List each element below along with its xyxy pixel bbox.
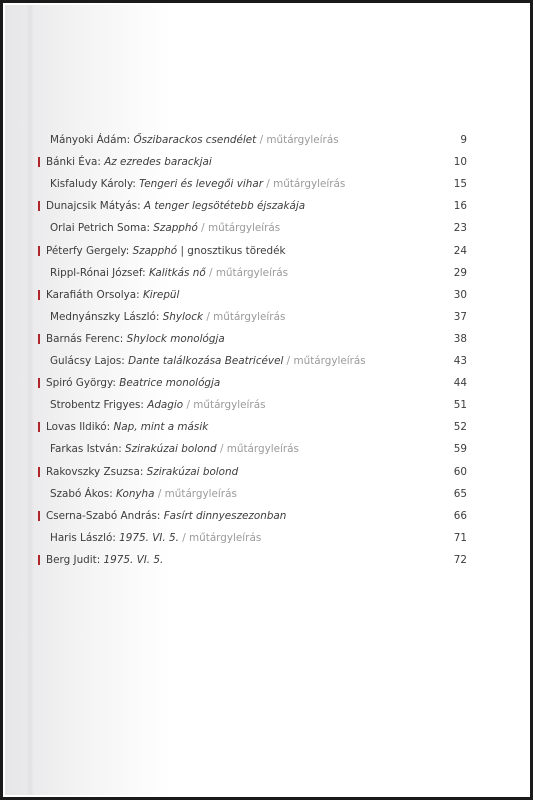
toc-entry bbox=[46, 418, 208, 436]
toc-page-number: 51 bbox=[453, 399, 467, 412]
toc-author: Mednyánszky László: bbox=[50, 310, 160, 323]
toc-note: műtárgyleírás bbox=[266, 134, 339, 146]
toc-separator: / bbox=[259, 134, 264, 146]
toc-work-title: Szapphó bbox=[132, 244, 178, 257]
toc-row bbox=[0, 175, 533, 193]
toc-entry bbox=[50, 308, 285, 326]
toc-page-number: 24 bbox=[453, 244, 467, 257]
toc-author: Bánki Éva: bbox=[46, 156, 101, 169]
toc-row bbox=[0, 507, 533, 525]
toc-entry bbox=[46, 286, 179, 304]
toc-page-number: 72 bbox=[453, 553, 467, 566]
toc-author: Rakovszky Zsuzsa: bbox=[46, 465, 144, 478]
toc-note: műtárgyleírás bbox=[293, 355, 366, 367]
toc-separator: / bbox=[266, 178, 270, 191]
toc-author: Mányoki Ádám: bbox=[50, 134, 131, 146]
toc-entry bbox=[46, 463, 238, 481]
toc-work-title: Szirakúzai bolond bbox=[125, 443, 217, 456]
toc-work-title: Tengeri és levegői vihar bbox=[139, 178, 263, 191]
toc-work-title: Konyha bbox=[116, 487, 155, 500]
toc-note: műtárgyleírás bbox=[189, 531, 262, 544]
red-marker-bar bbox=[38, 201, 40, 211]
red-marker-bar bbox=[38, 555, 40, 565]
toc-work-title: Az ezredes barackjai bbox=[104, 156, 212, 169]
toc-row bbox=[0, 197, 533, 215]
toc-page-number: 71 bbox=[453, 531, 467, 544]
toc-separator: / bbox=[201, 222, 205, 235]
toc-author: Szabó Ákos: bbox=[50, 487, 113, 500]
toc-note: gnosztikus töredék bbox=[187, 244, 286, 257]
toc-row bbox=[0, 374, 533, 392]
toc-entry bbox=[46, 507, 286, 525]
toc-page-number: 43 bbox=[453, 355, 467, 367]
toc-separator: / bbox=[286, 355, 291, 367]
red-marker-bar bbox=[38, 246, 40, 256]
toc-row bbox=[0, 330, 533, 348]
toc-work-title: Kirepül bbox=[142, 288, 180, 301]
toc-work-title: Fasírt dinnyeszezonban bbox=[163, 509, 287, 522]
toc-author: Cserna-Szabó András: bbox=[46, 509, 161, 522]
toc-author: Rippl-Rónai József: bbox=[50, 266, 146, 279]
toc-author: Gulácsy Lajos: bbox=[50, 355, 125, 367]
toc-row bbox=[0, 264, 533, 282]
toc-work-title: A tenger legsötétebb éjszakája bbox=[143, 200, 306, 213]
toc-author: Spiró György: bbox=[46, 377, 116, 390]
toc-work-title: Beatrice monológja bbox=[119, 377, 221, 390]
toc-separator: / bbox=[182, 531, 186, 544]
toc-page-number: 60 bbox=[453, 465, 467, 478]
toc-author: Farkas István: bbox=[50, 443, 122, 456]
toc-entry bbox=[46, 551, 163, 569]
toc-author: Barnás Ferenc: bbox=[46, 332, 124, 345]
toc-note: műtárgyleírás bbox=[164, 487, 237, 500]
toc-work-title: Adagio bbox=[147, 399, 184, 412]
toc-page-number: 38 bbox=[453, 332, 467, 345]
red-marker-bar bbox=[38, 422, 40, 432]
toc-entry bbox=[46, 197, 305, 215]
toc-row bbox=[0, 529, 533, 547]
toc-page-number: 37 bbox=[453, 310, 467, 323]
toc-page-number: 16 bbox=[453, 200, 467, 213]
toc-page-number: 23 bbox=[453, 222, 467, 235]
toc-entry bbox=[50, 440, 299, 458]
toc-separator: / bbox=[157, 487, 162, 500]
toc-author: Orlai Petrich Soma: bbox=[50, 222, 150, 235]
toc-note: műtárgyleírás bbox=[207, 222, 281, 235]
toc-row bbox=[0, 396, 533, 414]
toc-note: műtárgyleírás bbox=[273, 178, 346, 191]
toc-entry bbox=[46, 242, 286, 260]
toc-author: Strobentz Frigyes: bbox=[50, 399, 144, 412]
toc-work-title: Szirakúzai bolond bbox=[146, 465, 239, 478]
toc-separator: / bbox=[186, 399, 190, 412]
toc-page-number: 52 bbox=[453, 421, 467, 434]
toc-note: műtárgyleírás bbox=[213, 310, 286, 323]
toc-author: Dunajcsik Mátyás: bbox=[46, 200, 141, 213]
toc-author: Haris László: bbox=[50, 531, 116, 544]
red-marker-bar bbox=[38, 511, 40, 521]
toc-page-number: 9 bbox=[460, 134, 467, 146]
toc-entry bbox=[50, 485, 237, 503]
toc-row bbox=[0, 131, 533, 149]
toc-work-title: 1975. VI. 5. bbox=[103, 553, 164, 566]
toc-work-title: Kalitkás nő bbox=[148, 266, 206, 279]
toc-work-title: Nap, mint a másik bbox=[113, 421, 209, 434]
toc-entry bbox=[50, 396, 265, 414]
toc-row bbox=[0, 308, 533, 326]
toc-page-number: 10 bbox=[453, 156, 467, 169]
toc-work-title: 1975. VI. 5. bbox=[119, 531, 179, 544]
toc-author: Berg Judit: bbox=[46, 553, 101, 566]
toc-work-title: Shylock bbox=[162, 310, 204, 323]
toc-separator: / bbox=[206, 310, 210, 323]
toc-separator: / bbox=[208, 266, 213, 279]
toc-page-number: 29 bbox=[453, 266, 467, 279]
toc-row bbox=[0, 219, 533, 237]
toc-author: Karafiáth Orsolya: bbox=[46, 288, 140, 301]
toc-row bbox=[0, 485, 533, 503]
toc-work-title: Shylock monológja bbox=[126, 332, 225, 345]
toc-page-number: 15 bbox=[453, 178, 467, 191]
toc-row bbox=[0, 352, 533, 370]
toc-note: műtárgyleírás bbox=[226, 443, 299, 456]
toc-separator: / bbox=[219, 443, 224, 456]
toc-entry bbox=[50, 264, 288, 282]
toc-row bbox=[0, 418, 533, 436]
toc-entry bbox=[46, 330, 225, 348]
red-marker-bar bbox=[38, 378, 40, 388]
toc-row bbox=[0, 242, 533, 260]
toc-page-number: 66 bbox=[453, 509, 467, 522]
toc-page-number: 30 bbox=[453, 288, 467, 301]
toc-entry bbox=[50, 352, 366, 370]
toc-entry bbox=[46, 153, 212, 171]
toc-row bbox=[0, 463, 533, 481]
toc-page-number: 65 bbox=[453, 487, 467, 500]
toc-work-title: Őszibarackos csendélet bbox=[133, 134, 257, 146]
toc-entry bbox=[46, 374, 220, 392]
toc-note: műtárgyleírás bbox=[215, 266, 289, 279]
red-marker-bar bbox=[38, 157, 40, 167]
toc-row bbox=[0, 551, 533, 569]
toc-page-number: 59 bbox=[453, 443, 467, 456]
toc-row bbox=[0, 286, 533, 304]
toc-entry bbox=[50, 175, 345, 193]
toc-entry bbox=[50, 529, 261, 547]
toc-page-number: 44 bbox=[453, 377, 467, 390]
toc-author: Kisfaludy Károly: bbox=[50, 178, 136, 191]
red-marker-bar bbox=[38, 467, 40, 477]
toc-entry bbox=[50, 131, 339, 149]
toc-entry bbox=[50, 219, 280, 237]
toc-row bbox=[0, 440, 533, 458]
red-marker-bar bbox=[38, 290, 40, 300]
toc-author: Lovas Ildikó: bbox=[46, 421, 111, 434]
toc-row bbox=[0, 153, 533, 171]
toc-work-title: Szapphó bbox=[153, 222, 198, 235]
toc-author: Péterfy Gergely: bbox=[46, 244, 130, 257]
toc-separator: | bbox=[180, 244, 184, 257]
toc-note: műtárgyleírás bbox=[193, 399, 266, 412]
red-marker-bar bbox=[38, 334, 40, 344]
toc-work-title: Dante találkozása Beatricével bbox=[128, 355, 284, 367]
